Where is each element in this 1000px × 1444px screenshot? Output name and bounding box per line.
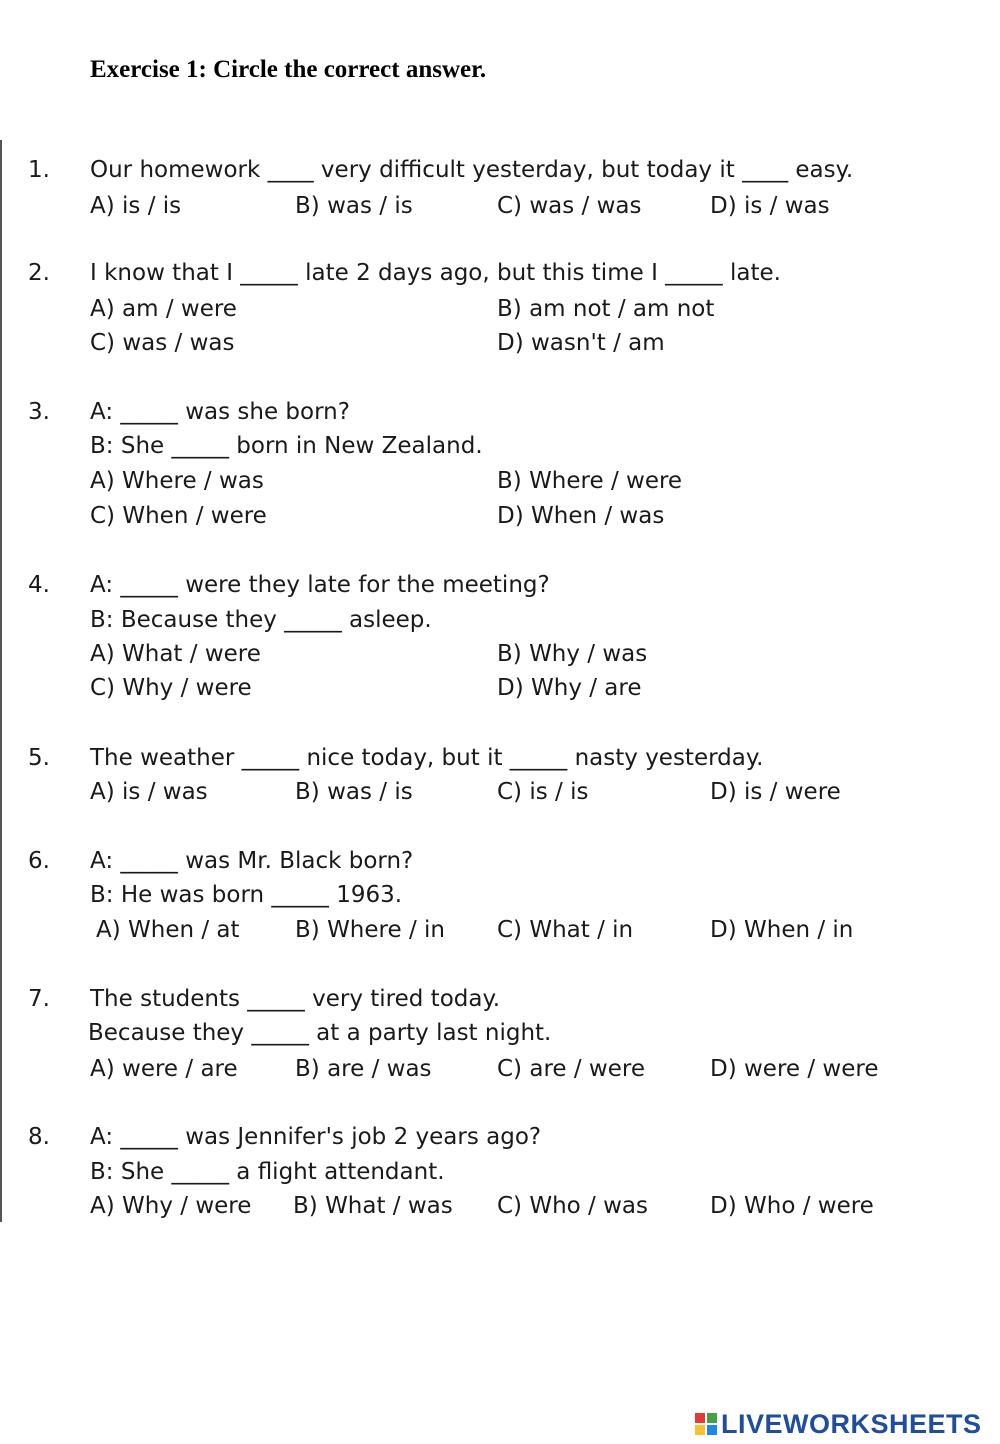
question-text: B: She _____ born in New Zealand. — [90, 433, 483, 459]
option-b[interactable]: B) was / is — [295, 779, 413, 805]
option-b[interactable]: B) was / is — [295, 193, 413, 219]
option-c[interactable]: C) are / were — [497, 1056, 645, 1082]
option-a[interactable]: A) When / at — [96, 917, 240, 943]
option-c[interactable]: C) When / were — [90, 503, 267, 529]
option-b[interactable]: B) are / was — [295, 1056, 432, 1082]
option-a[interactable]: A) were / are — [90, 1056, 238, 1082]
option-c[interactable]: C) Why / were — [90, 675, 252, 701]
option-d[interactable]: D) were / were — [710, 1056, 879, 1082]
option-d[interactable]: D) is / were — [710, 779, 841, 805]
question-text: Because they _____ at a party last night. — [88, 1020, 552, 1046]
option-a[interactable]: A) am / were — [90, 296, 237, 322]
option-a[interactable]: A) Why / were — [90, 1193, 252, 1219]
question-text: A: _____ was Jennifer's job 2 years ago? — [90, 1124, 542, 1150]
exercise-title: Exercise 1: Circle the correct answer. — [90, 56, 487, 83]
option-b[interactable]: B) Where / in — [295, 917, 445, 943]
option-b[interactable]: B) Why / was — [497, 641, 648, 667]
question-text: B: He was born _____ 1963. — [90, 882, 403, 908]
option-a[interactable]: A) is / was — [90, 779, 208, 805]
question-number: 1. — [28, 157, 50, 183]
question-number: 7. — [28, 986, 50, 1012]
left-margin-rule — [0, 140, 2, 1222]
question-text: B: She _____ a flight attendant. — [90, 1159, 445, 1185]
option-a[interactable]: A) Where / was — [90, 468, 264, 494]
option-c[interactable]: C) Who / was — [497, 1193, 648, 1219]
option-c[interactable]: C) What / in — [497, 917, 634, 943]
option-a[interactable]: A) is / is — [90, 193, 182, 219]
question-number: 2. — [28, 260, 50, 286]
option-c[interactable]: C) is / is — [497, 779, 589, 805]
option-b[interactable]: B) What / was — [293, 1193, 453, 1219]
option-d[interactable]: D) wasn't / am — [497, 330, 665, 356]
option-b[interactable]: B) Where / were — [497, 468, 683, 494]
question-text: I know that I _____ late 2 days ago, but this time I _____ late. — [90, 260, 781, 286]
question-text: The students _____ very tired today. — [90, 986, 501, 1012]
liveworksheets-logo-icon — [695, 1413, 717, 1435]
question-number: 5. — [28, 745, 50, 771]
option-d[interactable]: D) Who / were — [710, 1193, 874, 1219]
option-c[interactable]: C) was / was — [90, 330, 235, 356]
logo-text: LIVEWORKSHEETS — [721, 1408, 982, 1439]
option-a[interactable]: A) What / were — [90, 641, 261, 667]
option-d[interactable]: D) Why / are — [497, 675, 642, 701]
liveworksheets-logo — [695, 1404, 982, 1444]
question-text: A: _____ was Mr. Black born? — [90, 848, 414, 874]
question-text: A: _____ were they late for the meeting? — [90, 572, 550, 598]
option-c[interactable]: C) was / was — [497, 193, 642, 219]
question-text: Our homework ____ very difficult yesterday, but today it ____ easy. — [90, 157, 854, 183]
question-number: 6. — [28, 848, 50, 874]
question-number: 3. — [28, 399, 50, 425]
question-text: The weather _____ nice today, but it _____ nasty yesterday. — [90, 745, 764, 771]
option-d[interactable]: D) When / in — [710, 917, 854, 943]
option-d[interactable]: D) When / was — [497, 503, 665, 529]
question-text: A: _____ was she born? — [90, 399, 350, 425]
question-text: B: Because they _____ asleep. — [90, 607, 432, 633]
option-d[interactable]: D) is / was — [710, 193, 830, 219]
question-number: 8. — [28, 1124, 50, 1150]
option-b[interactable]: B) am not / am not — [497, 296, 715, 322]
question-number: 4. — [28, 572, 50, 598]
